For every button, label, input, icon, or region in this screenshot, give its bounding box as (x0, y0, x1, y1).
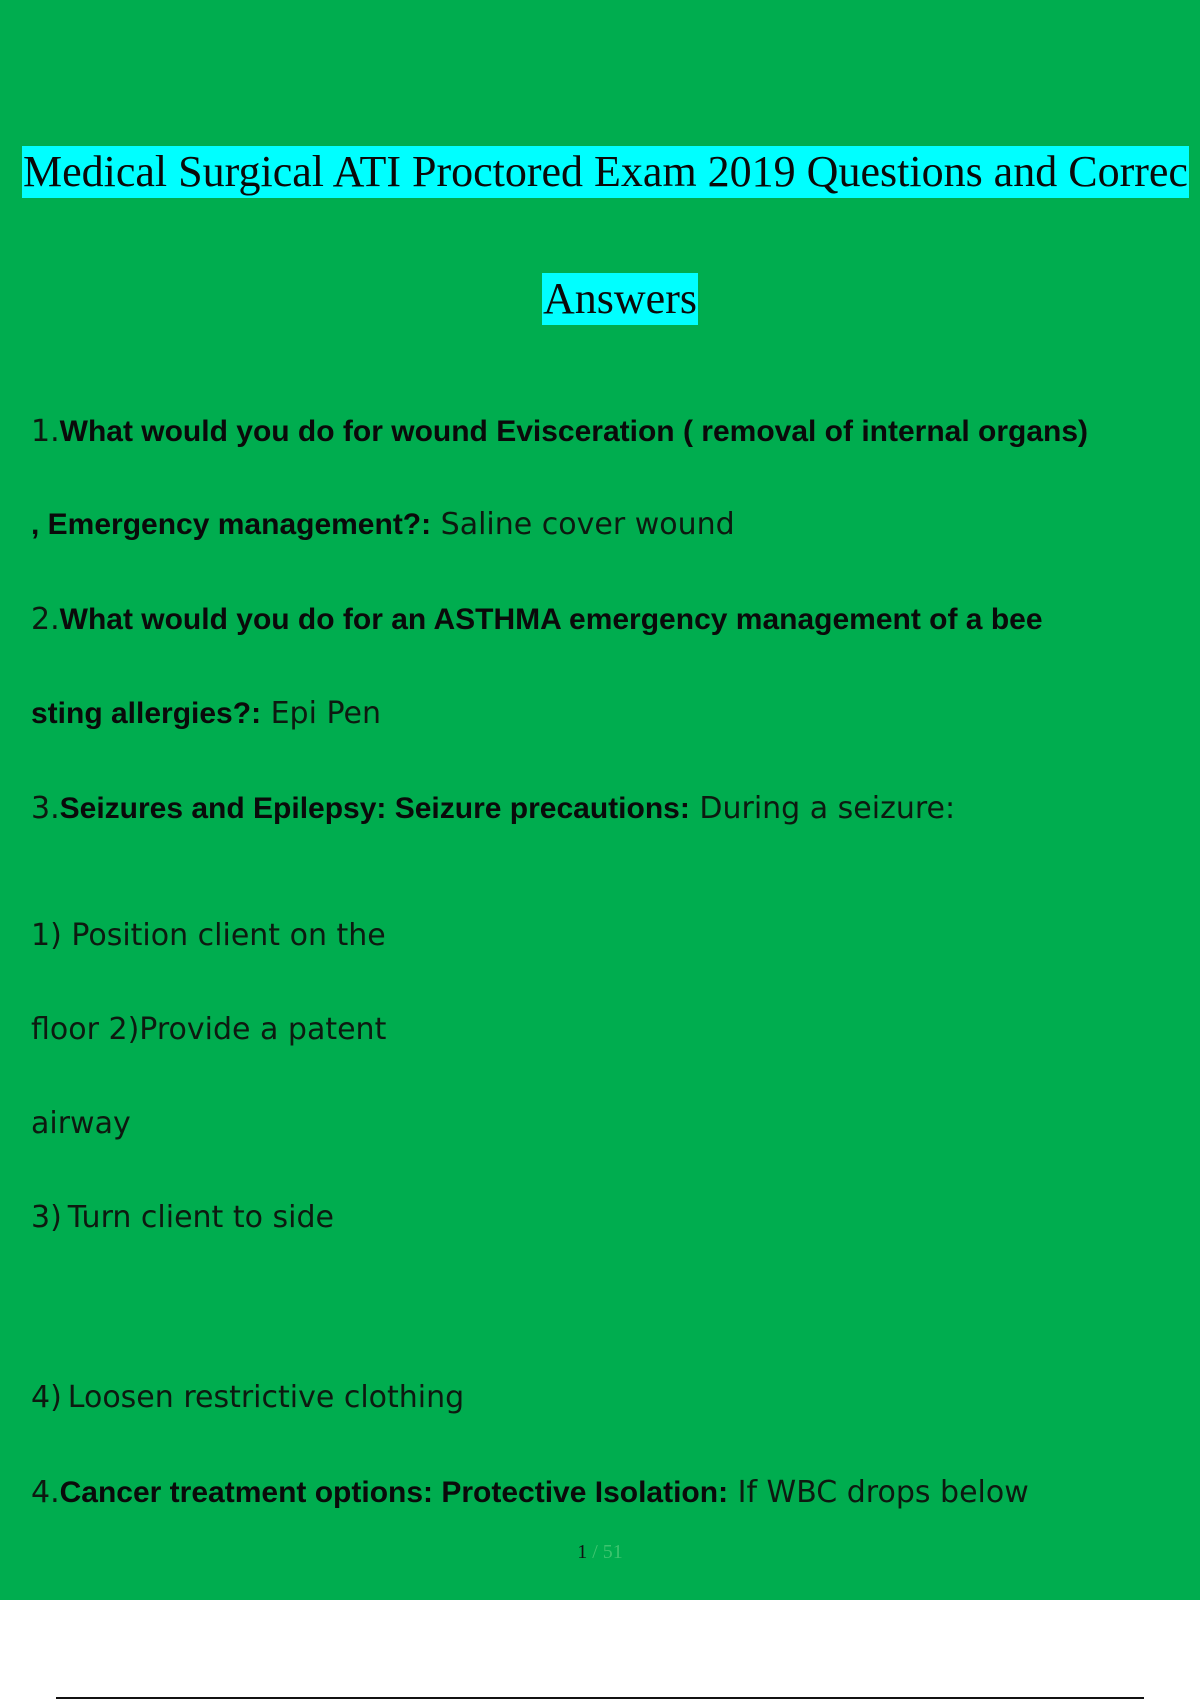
question-3-number: 3. (31, 791, 60, 826)
question-3-line-1 (31, 789, 955, 829)
answer-1: Saline cover wound (431, 507, 735, 542)
question-2-text-cont: sting allergies?: (31, 697, 262, 730)
answer-3: During a seizure: (689, 791, 956, 826)
question-2-line-1 (31, 600, 1043, 640)
question-1-line-2 (31, 505, 735, 545)
current-page-number: 1 (577, 1541, 588, 1563)
page-divider (56, 1697, 1144, 1699)
question-4-text: Cancer treatment options: Protective Isolation: (59, 1476, 729, 1509)
answer-3-step-2: floor 2)Provide a patent (31, 1012, 387, 1047)
question-4-line-1 (31, 1473, 1029, 1513)
document-title-line-1: Medical Surgical ATI Proctored Exam 2019 Questions and Correc (23, 147, 1188, 196)
document-title-line-2: Answers (543, 274, 697, 323)
answer-2: Epi Pen (261, 696, 381, 731)
question-1-text-cont: , Emergency management?: (31, 508, 432, 541)
question-2-number: 2. (31, 602, 60, 637)
answer-4: If WBC drops below (728, 1475, 1029, 1510)
question-4-number: 4. (31, 1475, 60, 1510)
answer-3-step-5: 4) Loosen restrictive clothing (31, 1380, 465, 1415)
question-2-text: What would you do for an ASTHMA emergency management of a bee (59, 603, 1043, 636)
answer-3-step-1: 1) Position client on the (31, 918, 386, 953)
page-number (0, 1538, 1200, 1566)
answer-3-step-3: airway (31, 1106, 131, 1141)
answer-3-step-4: 3) Turn client to side (31, 1200, 334, 1235)
question-1-text: What would you do for wound Evisceration ( removal of internal organs) (59, 415, 1089, 448)
question-3-text: Seizures and Epilepsy: Seizure precautions: (59, 792, 690, 825)
question-2-line-2 (31, 694, 381, 734)
total-pages: / 51 (587, 1541, 623, 1563)
question-1-line-1 (31, 412, 1088, 452)
question-1-number: 1. (31, 414, 60, 449)
